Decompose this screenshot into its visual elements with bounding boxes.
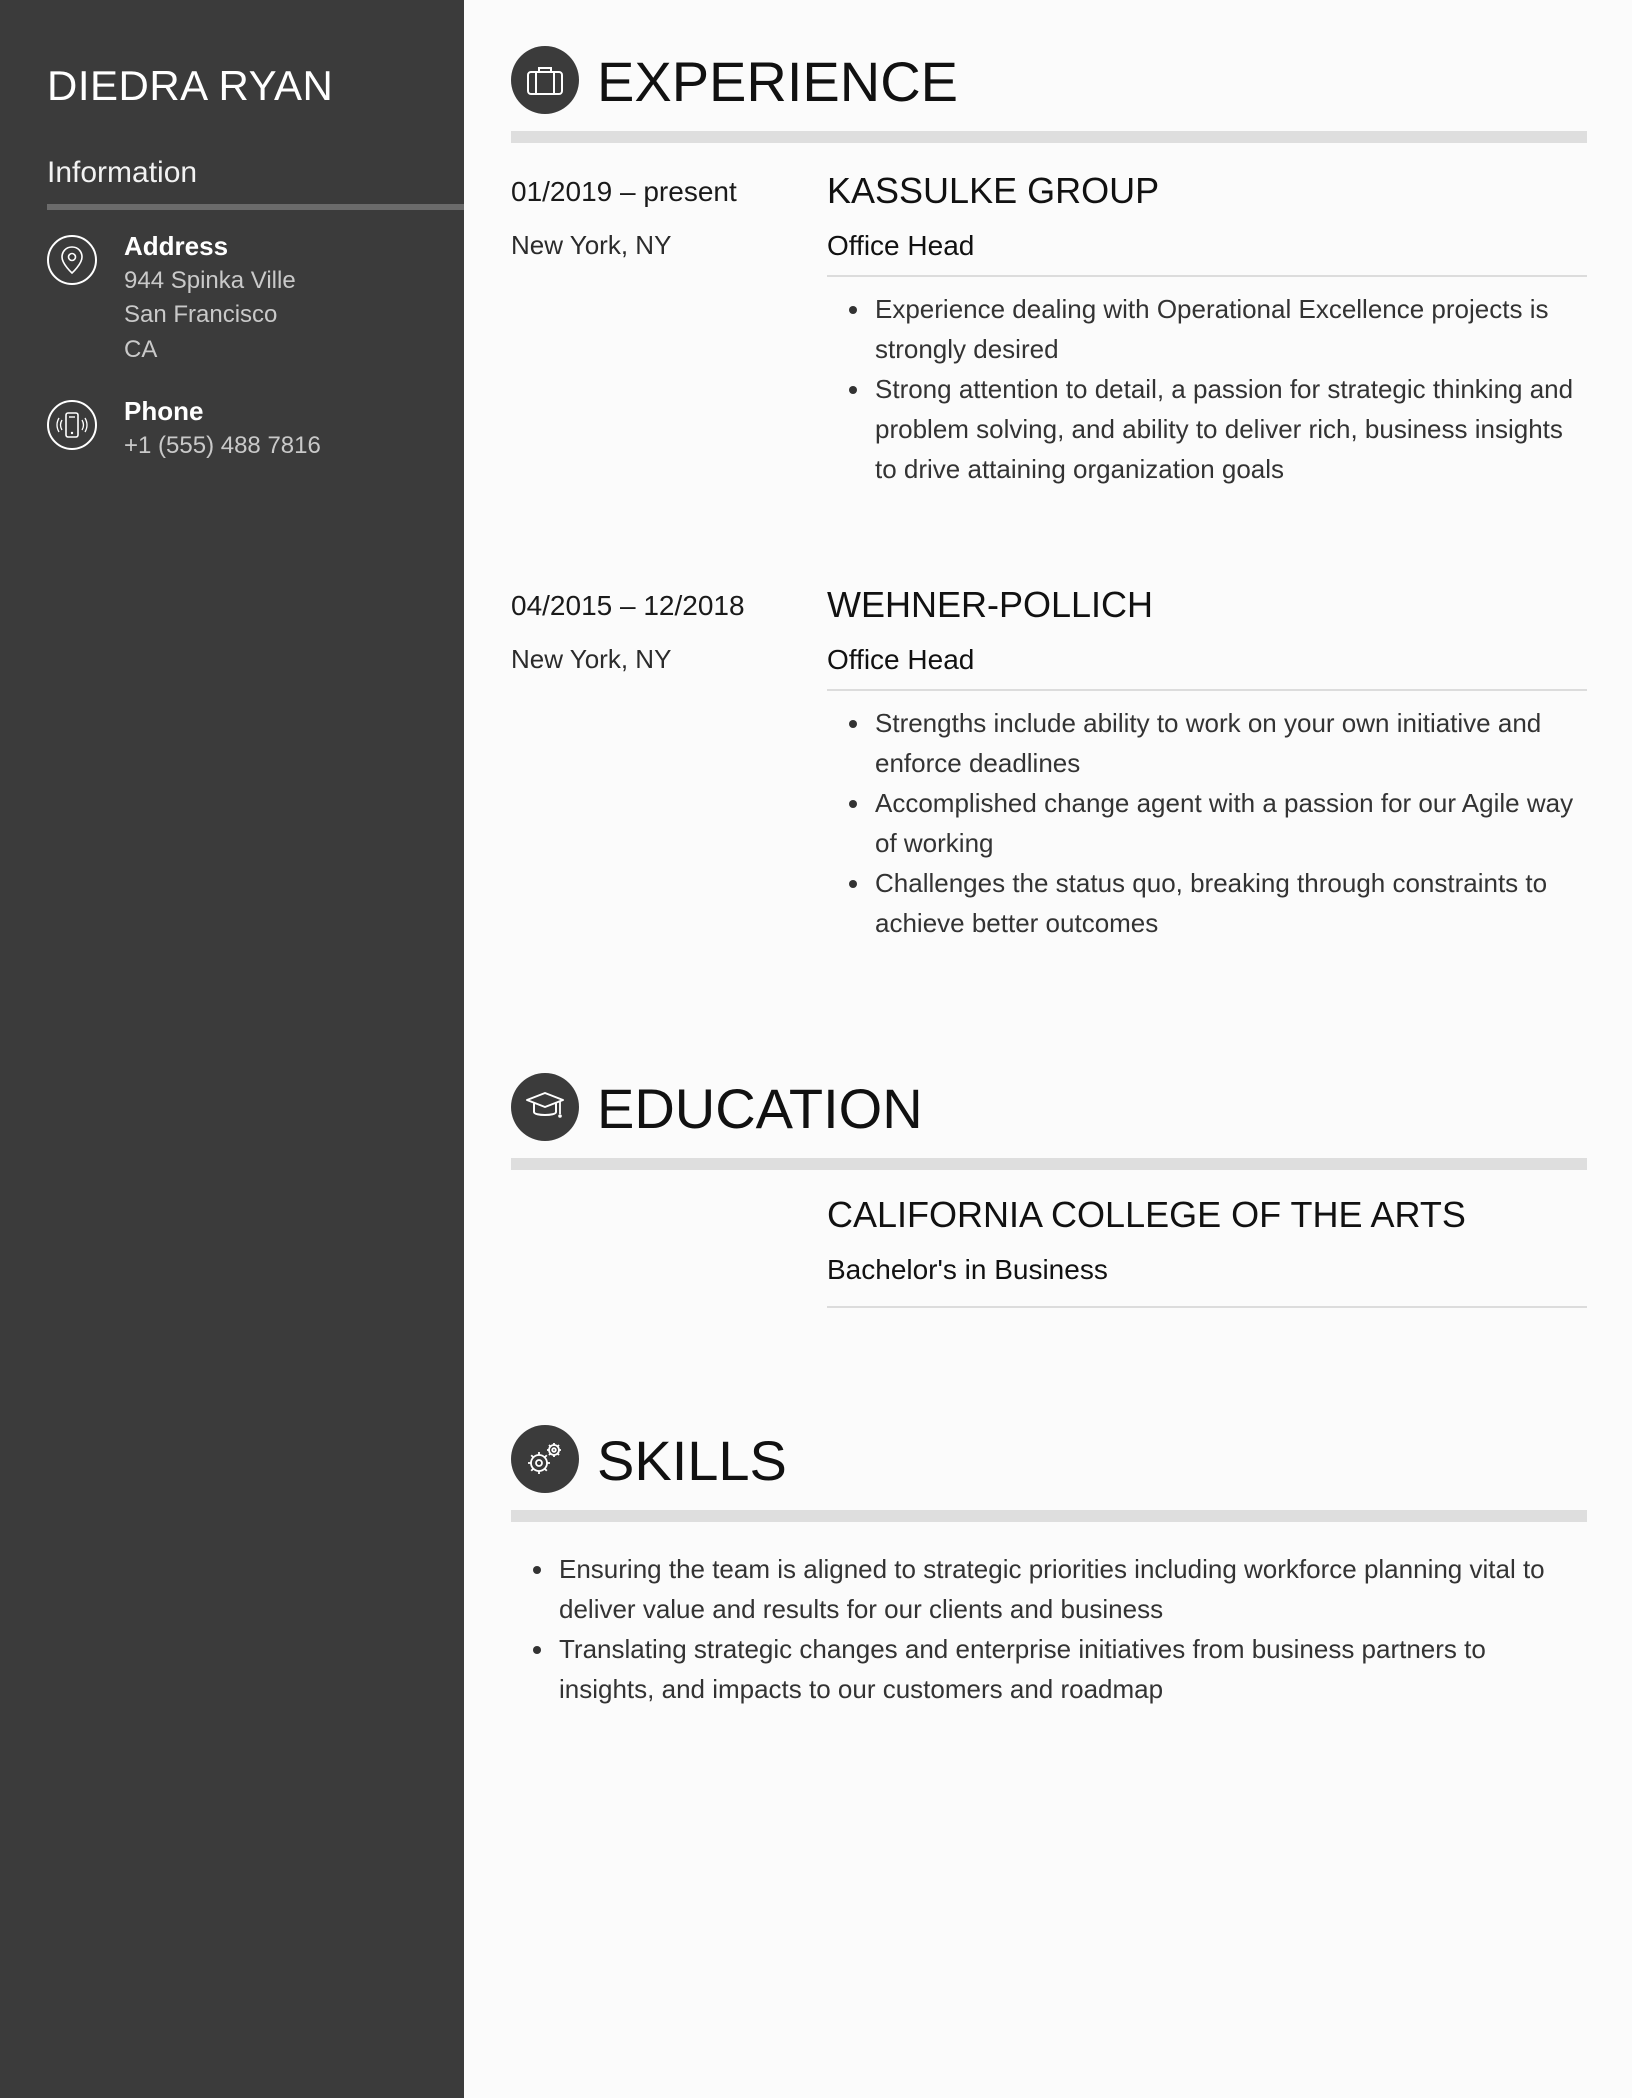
job-bullet: Strong attention to detail, a passion for strategic thinking and problem solving, and ability to deliver rich, business insights to drive attaining organization goals — [827, 369, 1587, 489]
job-location: New York, NY — [511, 230, 672, 260]
job-position: Office Head — [827, 230, 975, 261]
job-bullet: Strengths include ability to work on your own initiative and enforce deadlines — [827, 703, 1587, 783]
job-company: WEHNER-POLLICH — [827, 584, 1154, 625]
skill-item: Translating strategic changes and enterprise initiatives from business partners to insights, and impacts to our customers and roadmap — [511, 1629, 1587, 1709]
address-line-1: 944 Spinka Ville — [124, 267, 296, 294]
job-location: New York, NY — [511, 644, 672, 674]
job-company: KASSULKE GROUP — [827, 170, 1160, 211]
job-divider — [827, 275, 1587, 277]
address-line-2: San Francisco — [124, 301, 278, 328]
job-bullet: Accomplished change agent with a passion for our Agile way of working — [827, 783, 1587, 863]
address-label: Address — [124, 231, 229, 261]
degree: Bachelor's in Business — [827, 1254, 1108, 1285]
experience-title: EXPERIENCE — [597, 50, 958, 113]
gears-icon — [511, 1425, 579, 1493]
job-bullet: Challenges the status quo, breaking through constraints to achieve better outcomes — [827, 863, 1587, 943]
job-bullets — [827, 703, 1587, 943]
graduation-cap-icon — [511, 1073, 579, 1141]
skill-item: Ensuring the team is aligned to strategic priorities including workforce planning vital to deliver value and results for our clients and business — [511, 1549, 1587, 1629]
experience-divider — [511, 131, 1587, 143]
job-dates: 01/2019 – present — [511, 176, 737, 207]
information-heading: Information — [47, 156, 198, 189]
job-bullet: Experience dealing with Operational Excellence projects is strongly desired — [827, 289, 1587, 369]
phone-number[interactable]: +1 (555) 488 7816 — [124, 432, 321, 459]
location-pin-icon — [47, 235, 97, 285]
sidebar — [0, 0, 464, 2098]
mobile-phone-icon — [47, 400, 97, 450]
school-name: CALIFORNIA COLLEGE OF THE ARTS — [827, 1194, 1466, 1235]
phone-label: Phone — [124, 396, 204, 426]
job-dates: 04/2015 – 12/2018 — [511, 590, 745, 621]
job-divider — [827, 689, 1587, 691]
skills-divider — [511, 1510, 1587, 1522]
address-line-3: CA — [124, 336, 158, 363]
education-entry-divider — [827, 1306, 1587, 1308]
job-bullets — [827, 289, 1587, 489]
skills-title: SKILLS — [597, 1429, 787, 1492]
briefcase-icon — [511, 46, 579, 114]
job-position: Office Head — [827, 644, 975, 675]
education-title: EDUCATION — [597, 1077, 923, 1140]
information-divider — [47, 204, 464, 210]
candidate-name: DIEDRA RYAN — [47, 62, 334, 109]
education-divider — [511, 1158, 1587, 1170]
skills-list — [511, 1549, 1587, 1709]
